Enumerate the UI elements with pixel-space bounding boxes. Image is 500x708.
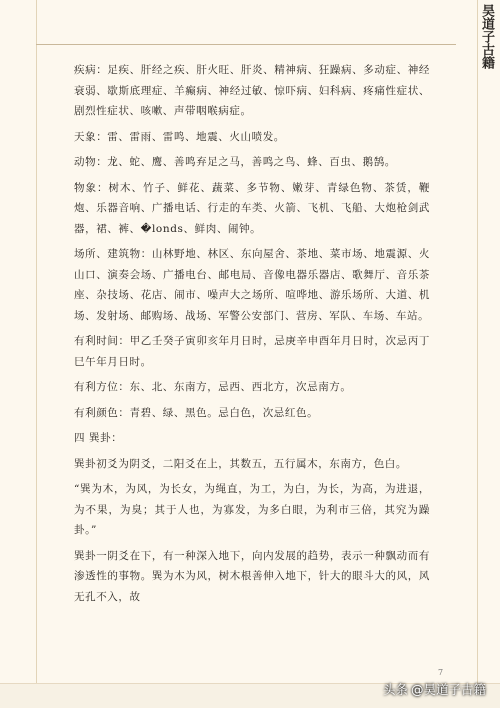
paragraph-xun-quote: “巽为木，为风，为长女，为绳直，为工，为白，为长，为高，为进退，为不果，为臭；其于人也，为寡发，为多白眼，为利市三倍，其究为躁卦。”	[74, 483, 430, 536]
paragraph-favorable-time: 有利时间：甲乙壬癸子寅卯亥年月日时，忌庚辛申酉年月日时，次忌丙丁巳午年月日时。	[74, 335, 430, 368]
paragraph-favorable-direction: 有利方位：东、北、东南方，忌西、西北方，次忌南方。	[74, 381, 352, 393]
section-heading-xun: 四 巽卦：	[74, 432, 123, 444]
paragraph-diseases: 疾病：足疾、肝经之疾、肝火旺、肝炎、精神病、狂躁病、多动症、神经衰弱、歇斯底理症、羊癫病、神经过敏、惊吓病、妇科病、疼痛性症状、剧烈性症状、咳嗽、声带咽喉病症。	[74, 64, 430, 117]
watermark	[383, 680, 486, 698]
paragraph-objects: 物象：树木、竹子、鲜花、蔬菜、多节物、嫩芽、青绿色物、茶赁，鞭炮、乐器音响、广播电话、行走的车类、火箭、飞机、飞船、大炮枪剑武器，裙、裤、�londs、鲜肉、闹钟。	[74, 181, 430, 235]
paragraph-favorable-color: 有利颜色：青碧、绿、黑色。忌白色，次忌红色。	[74, 406, 319, 419]
header-rule	[36, 44, 456, 45]
watermark-account: @昊道子古籍	[410, 682, 486, 697]
paragraph-weather: 天象：雷、雷雨、雷鸣、地震、火山喷发。	[74, 130, 285, 143]
paragraph-xun-explanation: 巽卦一阴爻在下，有一种深入地下，向内发展的趋势，表示一种飘动而有渗透性的事物。巽为木为风，树木根善伸入地下，针大的眼斗大的风，风无孔不入，故	[74, 549, 430, 603]
paragraph-xun-intro: 巽卦初爻为阴爻，二阳爻在上，其数五，五行属木，东南方，色白。	[74, 457, 407, 470]
side-title: 昊道子古籍	[479, 4, 494, 69]
page-number: 7	[438, 668, 444, 677]
paragraph-animals: 动物：龙、蛇、鹰、善鸣弃足之马，善鸣之鸟、蜂、百虫、鹅鹄。	[74, 156, 396, 168]
watermark-brand: 头条	[382, 682, 408, 697]
document-body	[74, 60, 430, 612]
paragraph-places: 场所、建筑物：山林野地、林区、东向屋舍、茶地、菜市场、地震源、火山口、演奏会场、广播电台、邮电局、音像电器乐器店、歌舞厅、音乐茶座、杂技场、花店、闹市、噪声大之场所、喧哗地、游乐场所、大道、机场、发射场、邮购场、战场、军警公安部门、营房、军队、车场、车站。	[74, 248, 430, 322]
